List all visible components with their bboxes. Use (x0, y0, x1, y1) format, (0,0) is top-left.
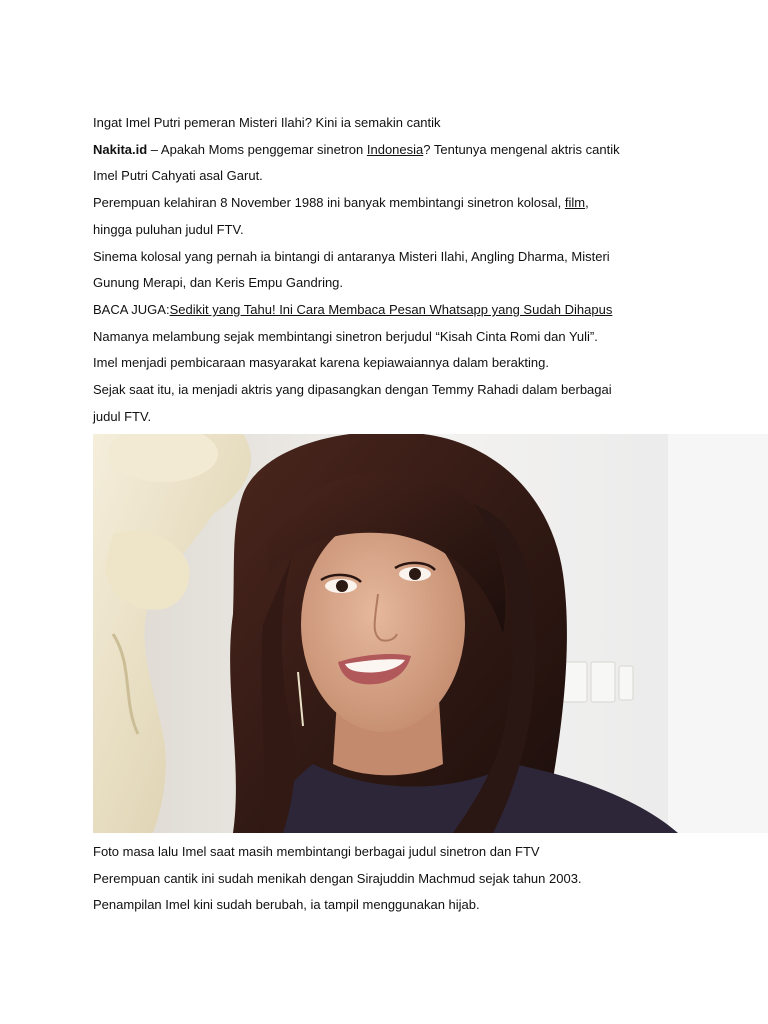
link-film[interactable]: film (564, 195, 586, 210)
paragraph-fame: Namanya melambung sejak membintangi sinetron berjudul “Kisah Cinta Romi dan Yuli”. (93, 329, 598, 344)
paragraph-intro (93, 142, 620, 158)
photo-caption: Foto masa lalu Imel saat masih membintangi berbagai judul sinetron dan FTV (93, 844, 540, 859)
intro-text-b: ? Tentunya mengenal aktris cantik (423, 142, 620, 157)
paragraph-partner-cont: judul FTV. (93, 409, 152, 424)
source-name: Nakita.id (93, 142, 148, 157)
portrait-photo (93, 434, 768, 833)
paragraph-colossal: Sinema kolosal yang pernah ia bintangi di antaranya Misteri Ilahi, Angling Dharma, Misteri (93, 249, 610, 264)
paragraph-acting: Imel menjadi pembicaraan masyarakat karena kepiawaiannya dalam berakting. (93, 355, 549, 370)
baca-juga (93, 302, 612, 318)
paragraph-colossal-cont: Gunung Merapi, dan Keris Empu Gandring. (93, 275, 344, 290)
paragraph-intro-cont: Imel Putri Cahyati asal Garut. (93, 168, 263, 183)
paragraph-partner: Sejak saat itu, ia menjadi aktris yang dipasangkan dengan Temmy Rahadi dalam berbagai (93, 382, 612, 397)
paragraph-birth (93, 195, 589, 211)
intro-text-a: – Apakah Moms penggemar sinetron (147, 142, 367, 157)
paragraph-birth-cont: hingga puluhan judul FTV. (93, 222, 244, 237)
paragraph-hijab: Penampilan Imel kini sudah berubah, ia tampil menggunakan hijab. (93, 897, 480, 912)
birth-text-a: Perempuan kelahiran 8 November 1988 ini banyak membintangi sinetron kolosal, (93, 195, 565, 210)
link-indonesia[interactable]: Indonesia (366, 142, 424, 157)
baca-juga-label: BACA JUGA: (93, 302, 170, 317)
article-headline: Ingat Imel Putri pemeran Misteri Ilahi? Kini ia semakin cantik (93, 115, 441, 130)
paragraph-married: Perempuan cantik ini sudah menikah dengan Sirajuddin Machmud sejak tahun 2003. (93, 871, 582, 886)
baca-juga-link[interactable]: Sedikit yang Tahu! Ini Cara Membaca Pesan Whatsapp yang Sudah Dihapus (169, 302, 613, 317)
birth-text-b: , (585, 195, 589, 210)
